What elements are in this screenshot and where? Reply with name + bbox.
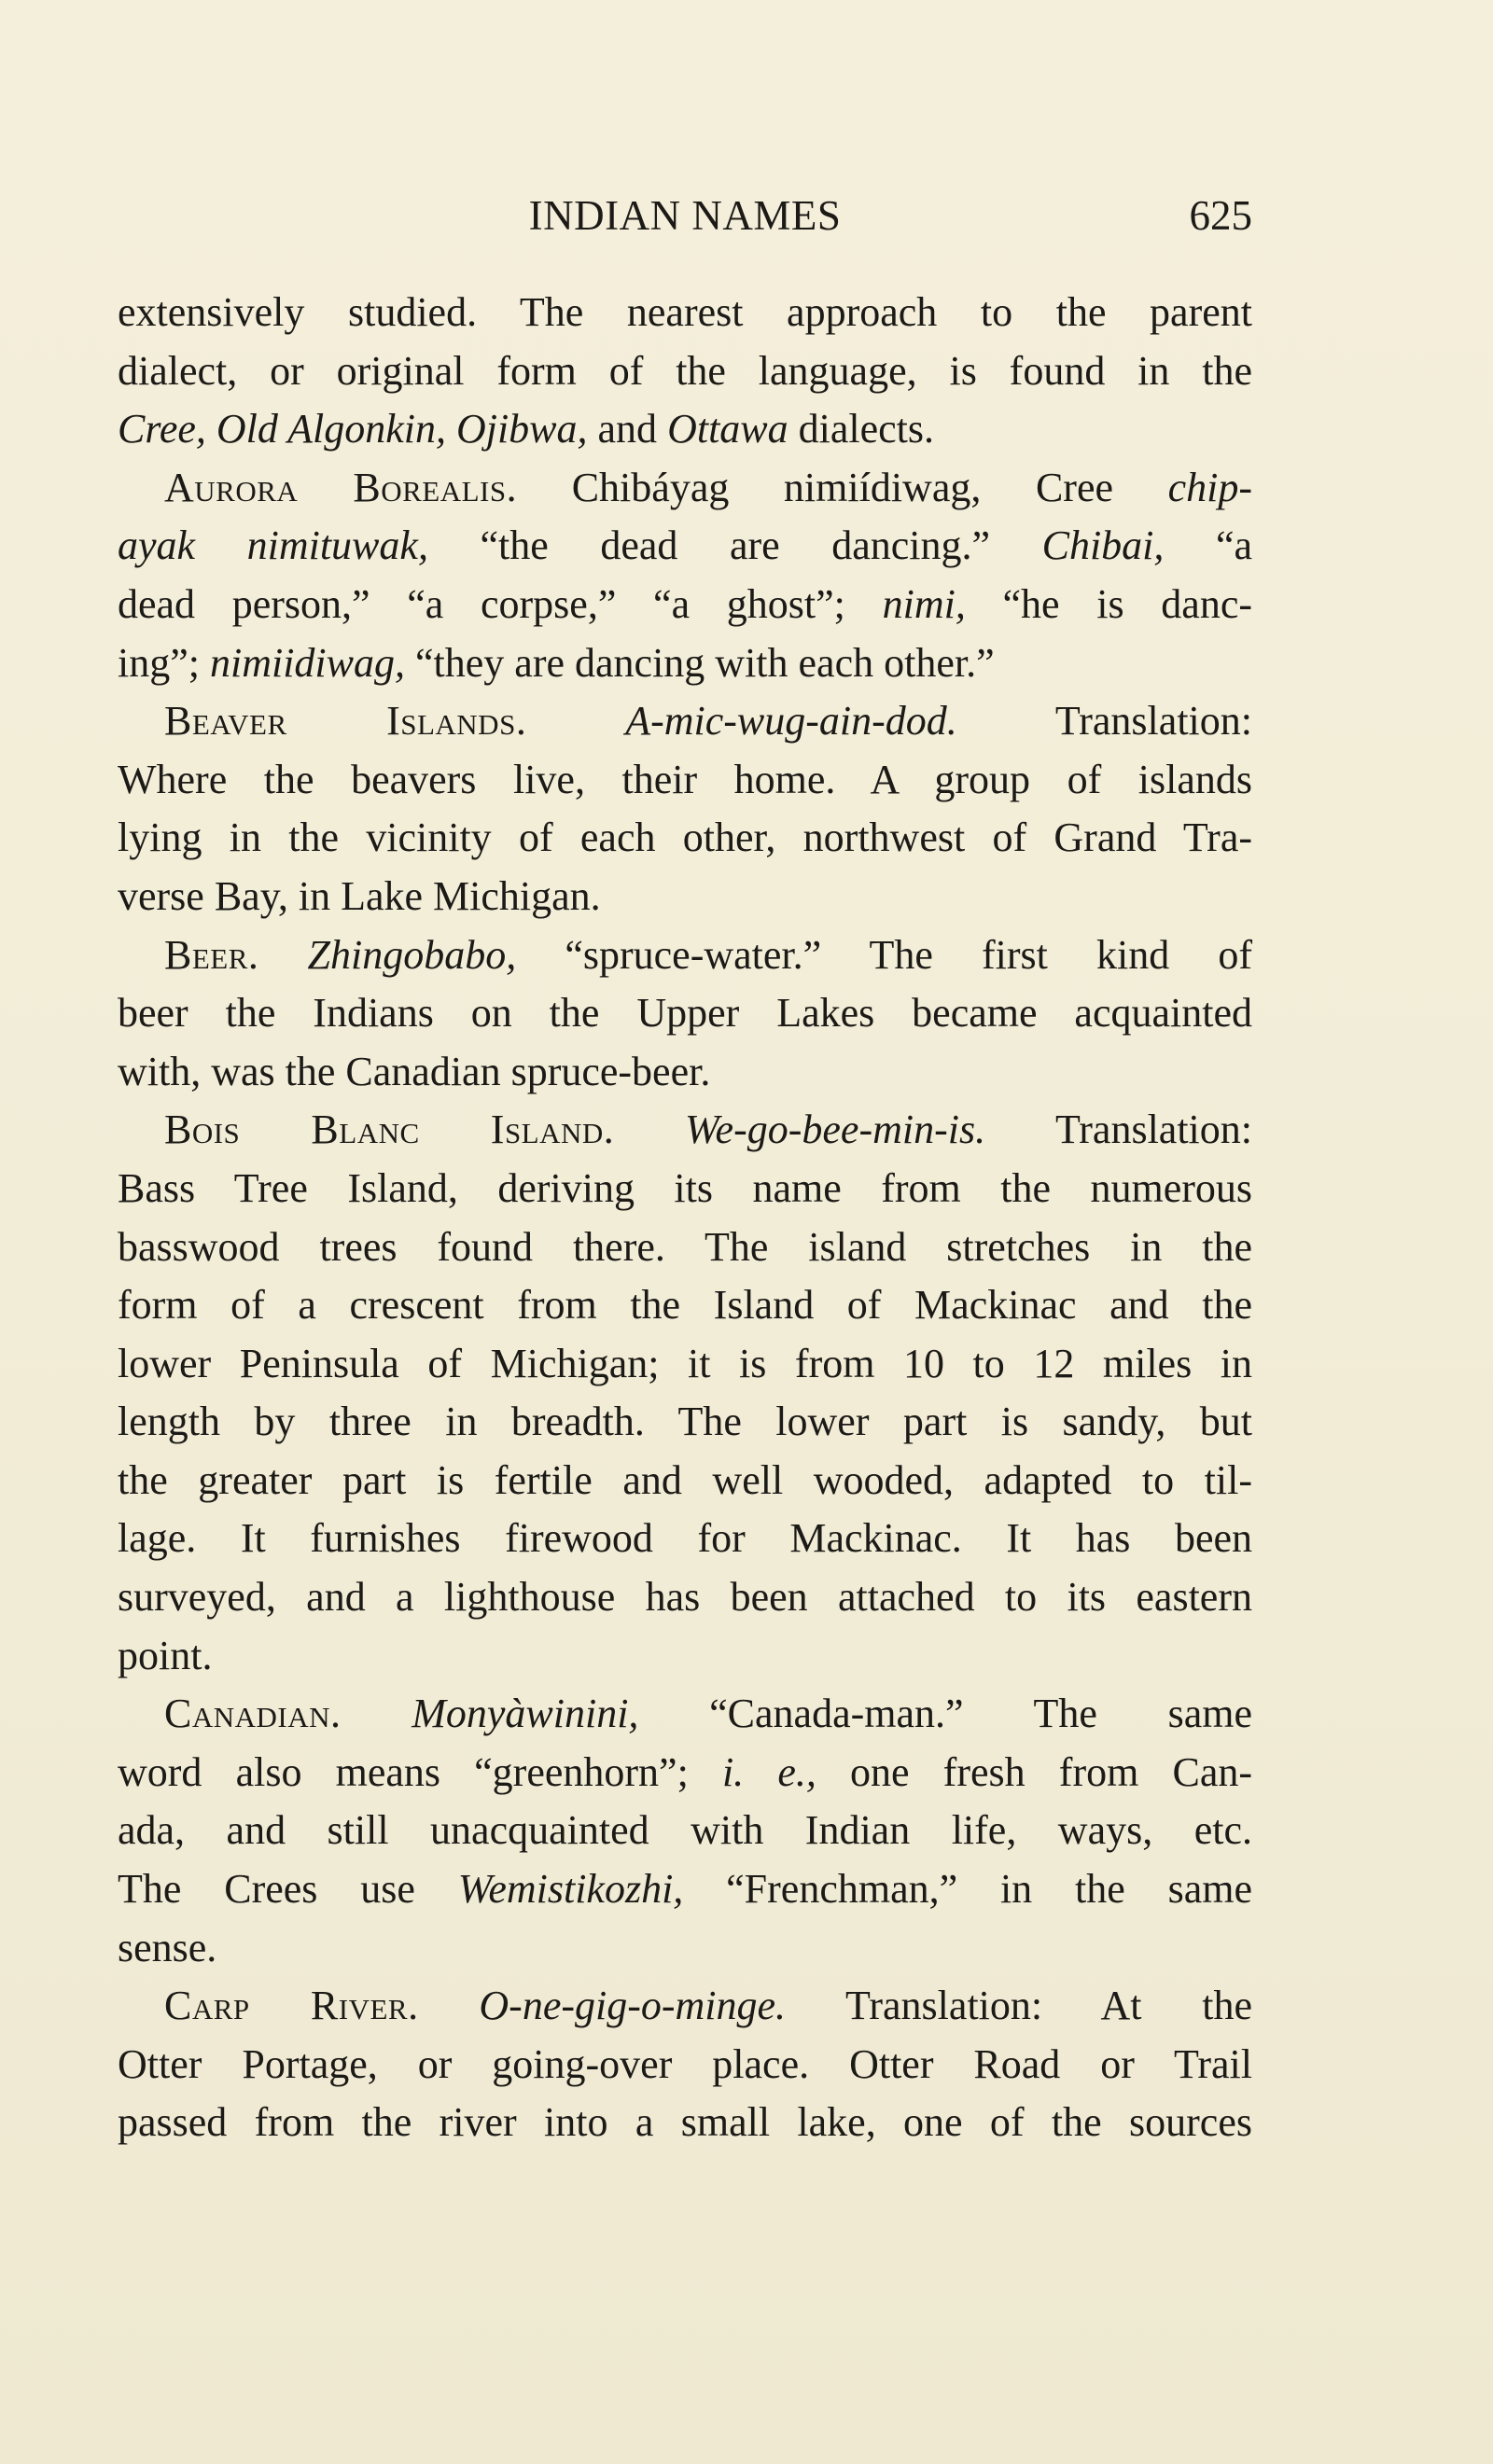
- italic-term: nimiidiwag,: [209, 639, 406, 686]
- text-line: [118, 284, 1252, 342]
- text-line: [118, 1043, 1252, 1102]
- italic-term: chip-: [1167, 464, 1252, 510]
- running-head: INDIAN NAMES: [528, 192, 842, 239]
- text-line: [118, 517, 1252, 576]
- text-line: [118, 1452, 1252, 1510]
- text-line: [118, 2036, 1252, 2095]
- line-text: with, was the Canadian spruce-beer.: [118, 1048, 711, 1094]
- line-text: length by three in breadth. The lower part is sandy, but: [118, 1399, 1252, 1445]
- line-text: lage. It furnishes firewood for Mackinac. It has been: [118, 1515, 1252, 1562]
- line-text: Where the beavers live, their home. A group of islands: [118, 756, 1252, 802]
- text-line: [118, 1627, 1252, 1686]
- text-line: [118, 634, 1252, 693]
- text-line: [118, 1744, 1252, 1803]
- line-text: Translation:: [956, 698, 1252, 745]
- text-line: [118, 1568, 1252, 1627]
- entry-beer: [118, 926, 1252, 985]
- italic-term: Ottawa: [667, 406, 788, 452]
- line-text: dialect, or original form of the language, is found in the: [118, 347, 1252, 394]
- entry-heading: Beer.: [164, 931, 259, 978]
- entry-heading: Beaver Islands.: [164, 698, 527, 745]
- entry-aurora-borealis: [118, 459, 1252, 518]
- text-line: [118, 1276, 1252, 1335]
- text-line: [118, 1510, 1252, 1568]
- line-text: dialects.: [788, 406, 935, 452]
- text-line: [118, 400, 1252, 459]
- italic-term: We-go-bee-min-is.: [684, 1107, 986, 1153]
- line-text: ing”;: [118, 639, 210, 686]
- text-line: [118, 751, 1252, 810]
- italic-term: Zhingobabo,: [307, 931, 517, 978]
- text-line: [118, 984, 1252, 1043]
- text-line: [118, 576, 1252, 634]
- entry-heading: Aurora Borealis.: [164, 464, 518, 510]
- line-text: Translation: At the: [786, 1983, 1252, 2029]
- text-line: [118, 1860, 1252, 1919]
- line-text: “spruce-water.” The first kind of: [516, 931, 1253, 978]
- line-text: Bass Tree Island, deriving its name from the numerous: [118, 1164, 1252, 1211]
- line-text: extensively studied. The nearest approach to the parent: [118, 289, 1252, 335]
- line-text: “they are dancing with each other.”: [405, 639, 995, 686]
- line-text: surveyed, and a lighthouse has been attached to its eastern: [118, 1574, 1252, 1621]
- line-text: “Frenchman,” in the same: [683, 1866, 1252, 1913]
- italic-term: Chibai,: [1041, 522, 1165, 569]
- line-text: Translation:: [985, 1107, 1253, 1153]
- line-text: point.: [118, 1632, 213, 1678]
- line-text: “he is danc-: [965, 580, 1252, 627]
- line-text: [526, 698, 625, 744]
- line-text: lower Peninsula of Michigan; it is from 10 to 12 miles in: [118, 1340, 1252, 1386]
- line-text: The Crees use: [118, 1866, 458, 1913]
- text-line: [118, 809, 1252, 868]
- page-body: [118, 284, 1252, 2152]
- entry-canadian: [118, 1685, 1252, 1744]
- italic-term: nimi,: [882, 580, 966, 627]
- italic-term: ayak nimituwak,: [118, 522, 428, 569]
- entry-carp-river: [118, 1977, 1252, 2036]
- line-text: form of a crescent from the Island of Mackinac and the: [118, 1282, 1252, 1329]
- line-text: Otter Portage, or going-over place. Otter Road or Trail: [118, 2040, 1252, 2087]
- text-line: [118, 868, 1252, 926]
- line-text: “Canada-man.” The same: [638, 1691, 1252, 1737]
- text-line: [118, 1335, 1252, 1394]
- entry-heading: Carp River.: [164, 1983, 419, 2029]
- line-text: “a: [1164, 522, 1253, 569]
- text-line: [118, 342, 1252, 401]
- italic-term: i. e.,: [721, 1748, 816, 1795]
- entry-heading: Canadian.: [164, 1691, 342, 1737]
- line-text: “the dead are dancing.”: [427, 522, 1042, 569]
- italic-term: Wemistikozhi,: [457, 1866, 684, 1913]
- line-text: and: [587, 406, 668, 452]
- line-text: [342, 1691, 412, 1736]
- line-text: Chibáyag nimiídiwag, Cree: [517, 464, 1168, 510]
- line-text: [419, 1983, 480, 2028]
- line-text: sense.: [118, 1924, 217, 1970]
- line-text: ada, and still unacquainted with Indian life, ways, etc.: [118, 1807, 1252, 1854]
- page-header: [118, 191, 1252, 247]
- text-line: [118, 1802, 1252, 1860]
- text-line: [118, 1160, 1252, 1218]
- line-text: lying in the vicinity of each other, northwest of Grand Tra-: [118, 814, 1252, 861]
- text-line: [118, 1919, 1252, 1978]
- text-line: [118, 1393, 1252, 1452]
- page-number: 625: [1189, 192, 1252, 239]
- line-text: one fresh from Can-: [816, 1748, 1252, 1795]
- italic-term: A-mic-wug-ain-dod.: [625, 698, 957, 745]
- line-text: verse Bay, in Lake Michigan.: [118, 872, 601, 919]
- line-text: passed from the river into a small lake, one of the sources: [118, 2099, 1252, 2146]
- entry-heading: Bois Blanc Island.: [164, 1107, 615, 1153]
- line-text: beer the Indians on the Upper Lakes became acquainted: [118, 990, 1252, 1037]
- italic-term: Monyàwinini,: [412, 1691, 639, 1737]
- entry-bois-blanc-island: [118, 1101, 1252, 1160]
- text-line: [118, 1218, 1252, 1277]
- text-line: [118, 2094, 1252, 2152]
- line-text: [614, 1107, 685, 1152]
- line-text: word also means “greenhorn”;: [118, 1748, 722, 1795]
- line-text: dead person,” “a corpse,” “a ghost”;: [118, 580, 883, 627]
- line-text: [258, 932, 307, 978]
- line-text: the greater part is fertile and well wooded, adapted to til-: [118, 1456, 1252, 1503]
- italic-term: Cree, Old Algonkin, Ojibwa,: [118, 406, 588, 452]
- italic-term: O-ne-gig-o-minge.: [479, 1983, 787, 2029]
- line-text: basswood trees found there. The island stretches in the: [118, 1223, 1252, 1270]
- entry-beaver-islands: [118, 692, 1252, 751]
